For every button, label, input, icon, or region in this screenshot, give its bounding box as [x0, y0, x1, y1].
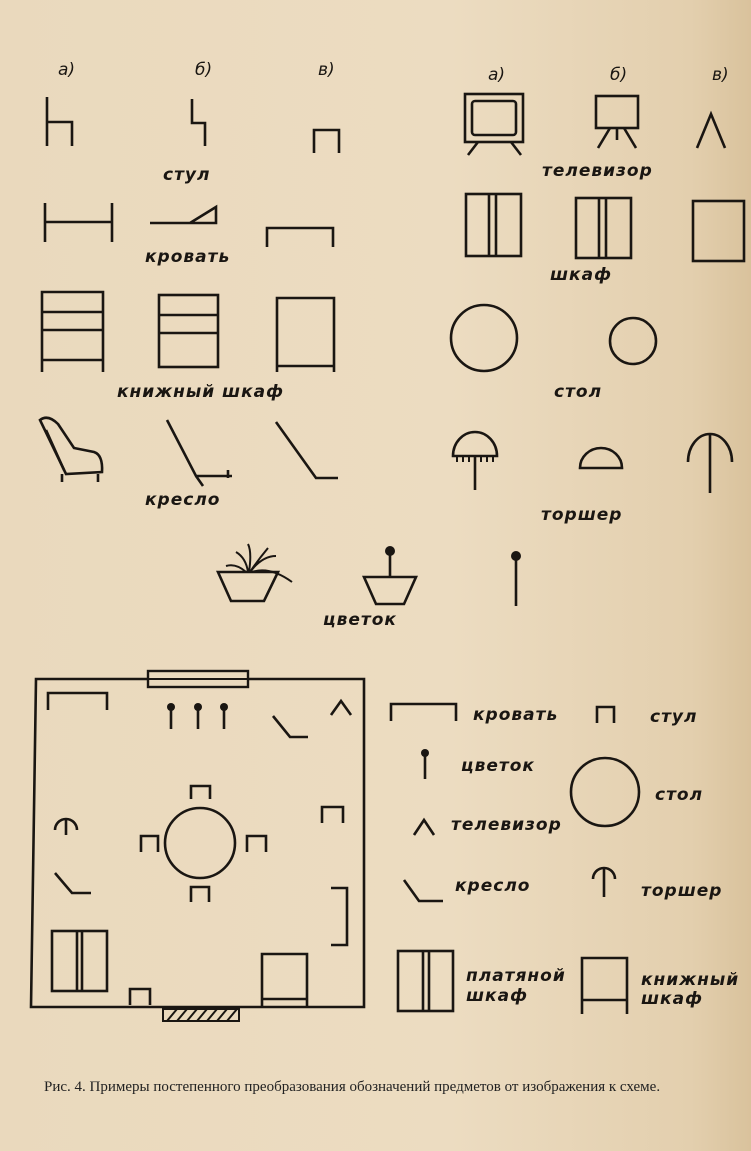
flower-icon-c — [511, 551, 521, 606]
table-icon-a — [451, 305, 517, 371]
legend-bed-label: кровать — [473, 705, 559, 725]
armchair-label: кресло — [145, 490, 221, 510]
legend-wardrobe-label-1: платяной — [466, 966, 566, 986]
table-label: стол — [554, 382, 603, 402]
tv-icon-b — [596, 96, 638, 148]
floor-lamp-icon-a — [453, 432, 497, 490]
armchair-icon-b — [167, 420, 232, 486]
legend-bookcase-label-2: шкаф — [641, 989, 703, 1009]
chair-icon-b — [192, 99, 205, 146]
plan-bed-icon — [48, 693, 107, 710]
wardrobe-label: шкаф — [550, 265, 612, 285]
chair-icon-c — [314, 130, 339, 153]
col-label-left-c: в) — [318, 60, 335, 80]
bookcase-icon-a — [42, 292, 103, 372]
legend-chair-icon — [597, 707, 614, 723]
plan-floor-lamp-icon — [55, 819, 77, 835]
plan-table-icon — [165, 808, 235, 878]
flower-icon-b — [364, 546, 416, 604]
legend-flower-label: цветок — [461, 756, 535, 776]
chair-label: стул — [163, 165, 211, 185]
table-icon-b — [610, 318, 656, 364]
col-label-right-c: в) — [712, 65, 729, 85]
plan-chair-bottom-icon — [191, 887, 209, 902]
chair-icon-a — [47, 97, 72, 146]
plan-armchair2-icon — [55, 873, 91, 893]
wardrobe-icon-a — [466, 194, 521, 256]
legend-table-icon — [571, 758, 639, 826]
plan-bed2-icon — [331, 888, 347, 945]
legend-floor-lamp-label: торшер — [641, 881, 723, 901]
plan-wardrobe-icon — [52, 931, 107, 991]
legend-armchair-icon — [404, 880, 443, 901]
legend-tv-label: телевизор — [451, 815, 562, 835]
plan-chair-wall-icon — [322, 807, 343, 823]
plan-bookcase-icon — [262, 954, 307, 1007]
armchair-icon-c — [276, 422, 338, 478]
legend-tv-icon — [414, 820, 434, 835]
legend-flower-icon — [421, 749, 429, 779]
bookcase-label: книжный шкаф — [117, 382, 284, 402]
legend-armchair-label: кресло — [455, 876, 531, 896]
col-label-right-b: б) — [610, 65, 628, 85]
plan-tv-icon — [331, 701, 351, 715]
col-label-left-a: а) — [58, 60, 76, 80]
bookcase-icon-b — [159, 295, 218, 367]
plan-chair-bottom2-icon — [130, 989, 150, 1005]
room-plan — [31, 671, 364, 1021]
bed-label: кровать — [145, 247, 231, 267]
legend-bookcase-icon — [582, 958, 627, 1014]
tv-icon-c — [697, 114, 725, 148]
wardrobe-icon-c — [693, 201, 744, 261]
col-label-left-b: б) — [195, 60, 213, 80]
tv-label: телевизор — [542, 161, 653, 181]
flower-icon-a — [218, 544, 292, 601]
floor-lamp-icon-c — [688, 434, 732, 493]
bed-icon-c — [267, 228, 333, 247]
legend-bookcase-label-1: книжный — [641, 970, 740, 990]
figure-caption: Рис. 4. Примеры постепенного преобразования обозначений предметов от изображения к схеме. — [44, 1079, 661, 1095]
flower-label: цветок — [323, 610, 397, 630]
plan-chair-right-icon — [247, 836, 266, 852]
legend-floor-lamp-icon — [593, 868, 615, 897]
door-hatch-icon — [163, 1009, 239, 1021]
wardrobe-icon-b — [576, 198, 631, 258]
bed-icon-a — [45, 203, 112, 242]
plan-chair-left-icon — [141, 836, 158, 852]
bookcase-icon-c — [277, 298, 334, 372]
legend-chair-label: стул — [650, 707, 698, 727]
bed-icon-b — [150, 207, 216, 223]
legend-bed-icon — [391, 704, 456, 721]
floor-lamp-label: торшер — [541, 505, 623, 525]
col-label-right-a: а) — [488, 65, 506, 85]
plan-chair-top-icon — [191, 786, 210, 799]
tv-icon-a — [465, 94, 523, 155]
plan-armchair-icon — [273, 716, 308, 737]
legend-wardrobe-icon — [398, 951, 453, 1011]
plan-flowers-icon — [167, 703, 228, 729]
legend-table-label: стол — [655, 785, 704, 805]
legend-wardrobe-label-2: шкаф — [466, 986, 528, 1006]
armchair-icon-a — [40, 418, 102, 482]
floor-lamp-icon-b — [580, 448, 622, 468]
